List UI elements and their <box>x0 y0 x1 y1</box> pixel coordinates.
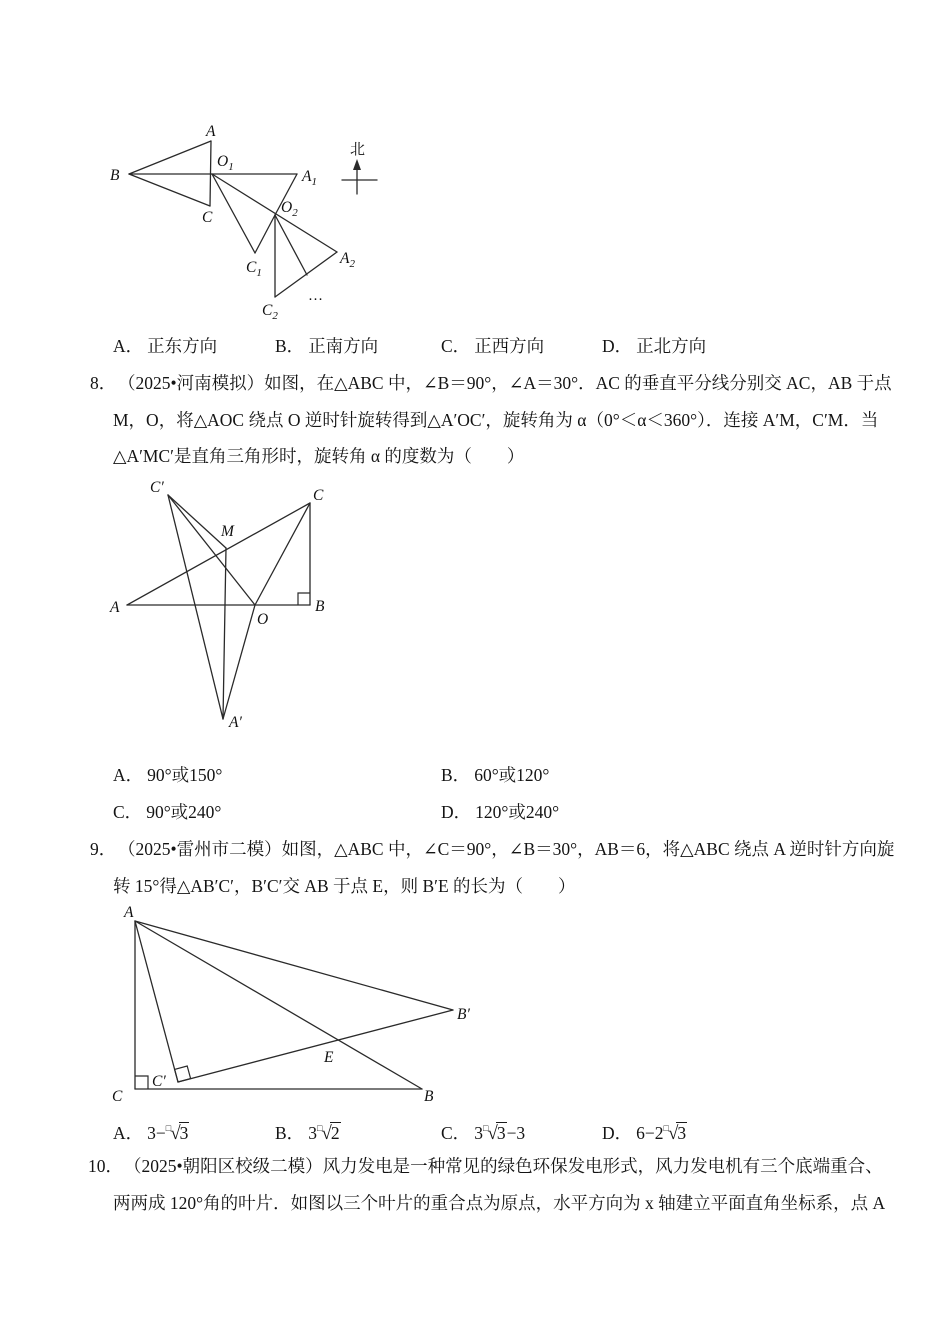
point-label-b-prime: B′ <box>457 1006 470 1023</box>
point-label-a: A <box>124 904 134 921</box>
radical-sign: √ <box>170 1123 181 1144</box>
point-label-c-prime: C′ <box>152 1073 166 1090</box>
point-label-c: C <box>112 1088 123 1105</box>
q8-text-line-2: M，O，将△AOC 绕点 O 逆时针旋转得到△A′OC′，旋转角为 α（0°＜α＜360°）．连接 A′M，C′M．当 <box>113 410 879 430</box>
compass-north-label: 北 <box>350 142 366 158</box>
q10-text-line-1: （2025•朝阳区校级二模）风力发电是一种常见的绿色环保发电形式，风力发电机有三个底端重合、 <box>124 1156 883 1176</box>
point-label-e: E <box>324 1049 334 1066</box>
point-label-a-prime: A′ <box>229 714 242 731</box>
point-label-c-prime: C′ <box>150 479 164 496</box>
point-label-b: B <box>424 1088 434 1105</box>
radical-index-box: □ <box>316 1123 323 1133</box>
point-label-c2: $C_2$ <box>262 302 278 322</box>
q8-number: 8． <box>90 373 117 393</box>
right-angle-mark-c <box>135 1076 148 1089</box>
q7-figure-rotating-triangles <box>100 110 390 320</box>
q8-text-line-3: △A′MC′是直角三角形时，旋转角 α 的度数为（ ） <box>113 446 525 466</box>
radical-sign: √ <box>321 1123 332 1144</box>
point-label-c: C <box>313 487 324 504</box>
compass-north-icon <box>342 141 377 194</box>
point-label-a2: $A_2$ <box>340 250 355 270</box>
ellipsis-more-triangles: … <box>308 288 323 304</box>
point-label-o: O <box>257 611 269 628</box>
q7-option-b: B． 正南方向 <box>275 336 379 356</box>
point-label-o1: $O_1$ <box>217 153 234 173</box>
q8-option-b: B． 60°或120° <box>441 765 550 785</box>
q9-option-a: A． 3−□√3 <box>113 1123 189 1144</box>
q8-option-d: D． 120°或240° <box>441 802 560 822</box>
radical-index-box: □ <box>663 1123 669 1133</box>
point-label-b: B <box>315 598 325 615</box>
q9-number: 9． <box>90 839 117 859</box>
q9-option-c: C． 3□√3−3 <box>441 1123 526 1144</box>
point-label-a: A <box>206 123 216 140</box>
q9-figure-edges <box>135 921 453 1089</box>
q9-figure-point-labels <box>112 904 470 1105</box>
radical-index-box: □ <box>165 1123 172 1133</box>
q10-text-line-2: 两两成 120°角的叶片．如图以三个叶片的重合点为原点，水平方向为 x 轴建立平面直角坐标系，点 A <box>113 1193 886 1213</box>
q9-option-b: B． 3□√2 <box>275 1123 340 1144</box>
q8-figure-rotation-about-o <box>100 478 340 738</box>
q8-option-c: C． 90°或240° <box>113 802 222 822</box>
q8-figure-edges <box>127 495 310 719</box>
q9-figure-rotated-15-degrees <box>110 905 480 1105</box>
q10-number: 10． <box>88 1156 123 1176</box>
point-label-m: M <box>221 523 234 540</box>
point-label-a1: $A_1$ <box>302 168 317 188</box>
point-label-c1: $C_1$ <box>246 259 262 279</box>
radical-sign: √ <box>667 1123 679 1144</box>
q7-option-a: A． 正东方向 <box>113 336 218 356</box>
point-label-a: A <box>110 599 120 616</box>
radical-index-box: □ <box>482 1123 489 1133</box>
right-angle-mark-c-prime <box>175 1066 191 1082</box>
q9-text-line-1: （2025•雷州市二模）如图，△ABC 中，∠C＝90°，∠B＝30°，AB＝6，将△ABC 绕点 A 逆时针方向旋 <box>118 839 895 859</box>
point-label-b: B <box>110 167 120 184</box>
q8-text-line-1: （2025•河南模拟）如图，在△ABC 中，∠B＝90°，∠A＝30°．AC 的垂直平分线分别交 AC，AB 于点 <box>118 373 892 393</box>
right-angle-mark-b <box>298 593 310 605</box>
q9-option-d: D． 6−2□√3 <box>602 1123 687 1144</box>
point-label-c: C <box>202 209 213 226</box>
q7-option-d: D． 正北方向 <box>602 336 707 356</box>
q9-text-line-2: 转 15°得△AB′C′，B′C′交 AB 于点 E，则 B′E 的长为（ ） <box>113 876 576 896</box>
point-label-o2: $O_2$ <box>281 199 298 219</box>
q7-figure-point-labels <box>110 123 355 322</box>
q8-option-a: A． 90°或150° <box>113 765 223 785</box>
q7-option-c: C． 正西方向 <box>441 336 545 356</box>
radical-sign: √ <box>487 1123 498 1144</box>
